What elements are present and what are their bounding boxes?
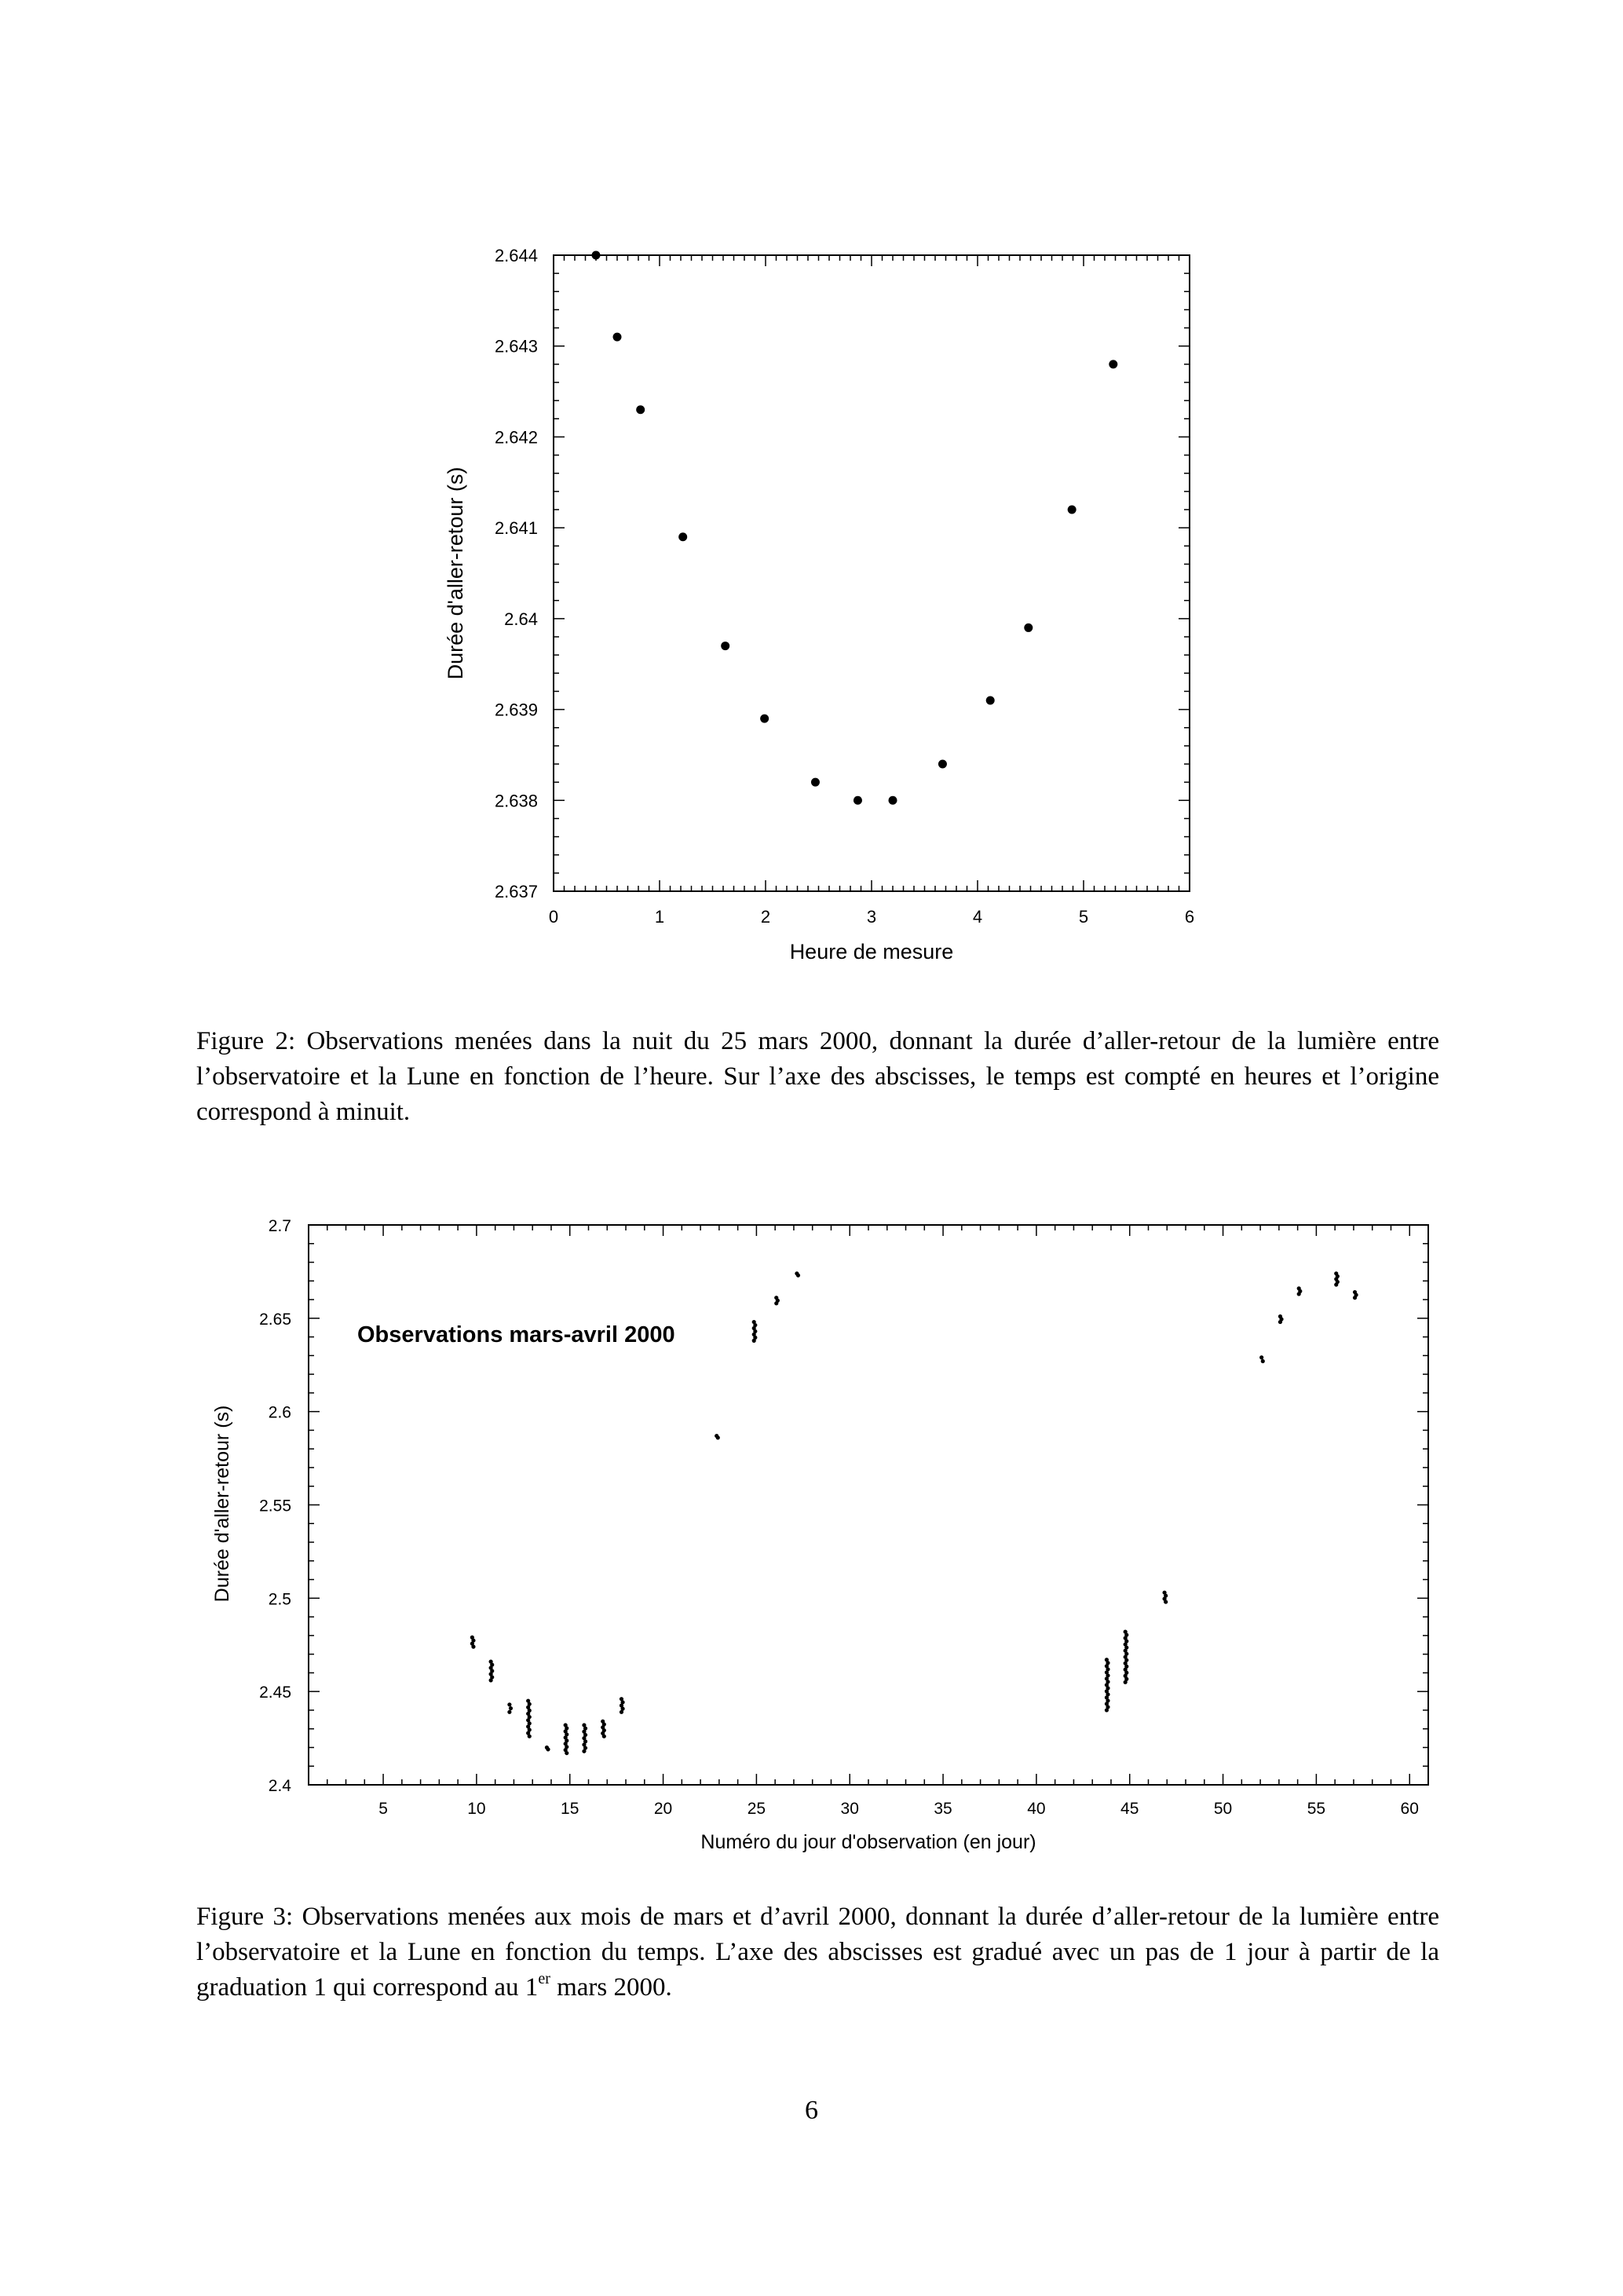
chart1-y-tick-label: 2.644 — [494, 246, 538, 265]
chart1-data-point — [592, 251, 601, 260]
page-number: 6 — [805, 2096, 818, 2125]
chart1-y-tick-labels — [495, 246, 538, 901]
chart2-x-tick-label: 15 — [561, 1800, 579, 1818]
figure-2-caption — [196, 1024, 1439, 1130]
chart1-y-axis-label: Durée d'aller-retour (s) — [444, 466, 467, 680]
chart2-plot-frame — [309, 1225, 1428, 1785]
chart2-data-point — [1164, 1600, 1168, 1603]
chart2-x-tick-label: 30 — [840, 1800, 859, 1818]
chart2-x-axis-label: Numéro du jour d'observation (en jour) — [700, 1831, 1036, 1853]
chart1-points — [592, 251, 1118, 805]
chart2-y-tick-label: 2.55 — [259, 1497, 291, 1515]
chart1-x-tick-label: 4 — [972, 907, 983, 927]
figure-3-caption-text-end: mars 2000. — [550, 1973, 672, 2002]
chart2-y-axis-label: Durée d'aller-retour (s) — [211, 1405, 233, 1603]
chart2-data-point — [471, 1645, 475, 1649]
chart2-data-point — [1105, 1708, 1109, 1712]
chart2-x-tick-label: 25 — [747, 1800, 766, 1818]
chart2-data-point — [1124, 1680, 1128, 1684]
chart1-y-tick-label: 2.637 — [494, 882, 538, 901]
chart2-ticks — [309, 1225, 1428, 1785]
chart2-data-point — [1261, 1359, 1265, 1363]
chart2-y-tick-label: 2.4 — [268, 1777, 291, 1795]
chart2-data-point — [507, 1702, 511, 1706]
chart1-data-point — [1068, 506, 1077, 514]
chart2-data-point — [1297, 1292, 1301, 1296]
figure-3-caption-label: Figure 3: — [196, 1903, 294, 1931]
chart1-x-tick-label: 0 — [548, 907, 559, 927]
chart2-data-point — [1334, 1282, 1338, 1286]
chart1-x-tick-label: 5 — [1078, 907, 1089, 927]
chart1-y-tick-label: 2.64 — [504, 609, 538, 629]
chart2-data-point — [509, 1706, 513, 1710]
chart2-data-point — [716, 1435, 720, 1439]
chart2-data-point — [489, 1678, 493, 1682]
chart1-data-point — [889, 796, 897, 805]
chart2-data-point — [1278, 1320, 1282, 1324]
chart2-data-point — [528, 1735, 532, 1738]
chart2-y-tick-label: 2.65 — [259, 1310, 291, 1329]
chart2-x-tick-label: 40 — [1027, 1800, 1046, 1818]
chart1-data-point — [986, 696, 995, 705]
chart2-y-tick-label: 2.5 — [268, 1590, 291, 1609]
chart2-y-tick-label: 2.7 — [268, 1217, 291, 1235]
chart1-data-point — [636, 405, 645, 414]
chart1-data-point — [678, 532, 687, 541]
chart2-x-tick-label: 20 — [653, 1800, 673, 1818]
chart2-data-point — [602, 1735, 606, 1738]
chart1-ticks — [554, 255, 1190, 891]
figure-3-caption-text: Observations menées aux mois de mars et d’avril 2000, donnant la durée d’aller-retour de la lumière entre l’observatoire et la Lune en fonction du temps. L’axe des abscisses est gradué avec un pas de 1 jour à partir de la graduation 1 qui correspond au 1 — [196, 1903, 1440, 2002]
chart2-data-point — [507, 1710, 511, 1714]
chart2-x-tick-label: 10 — [467, 1800, 486, 1818]
chart1-y-tick-label: 2.641 — [494, 518, 538, 539]
chart1-x-tick-label: 6 — [1184, 907, 1195, 927]
chart1-y-tick-label: 2.642 — [494, 427, 538, 448]
figure-2-chart — [0, 0, 1623, 989]
figure-3-caption — [196, 1899, 1439, 2005]
chart2-x-tick-label: 5 — [378, 1800, 388, 1818]
chart1-x-axis-label: Heure de mesure — [789, 940, 954, 963]
chart2-data-point — [752, 1339, 756, 1343]
chart2-data-point — [565, 1751, 568, 1755]
chart2-data-point — [1353, 1296, 1357, 1300]
chart1-data-point — [760, 715, 769, 723]
chart2-x-tick-label: 35 — [934, 1800, 952, 1818]
chart1-data-point — [1109, 360, 1117, 368]
figure-3-caption-superscript: er — [538, 1970, 550, 1987]
chart2-x-tick-label: 50 — [1213, 1800, 1233, 1818]
figure-3-chart — [0, 1178, 1623, 1885]
chart2-data-point — [796, 1274, 800, 1278]
chart1-data-point — [938, 760, 947, 769]
chart1-data-point — [613, 333, 622, 342]
chart2-title: Observations mars-avril 2000 — [357, 1322, 675, 1347]
chart1-plot-frame — [554, 255, 1190, 891]
chart1-y-tick-label: 2.638 — [494, 791, 538, 811]
chart2-x-tick-label: 55 — [1307, 1800, 1326, 1818]
chart1-data-point — [811, 778, 820, 787]
chart2-data-point — [546, 1747, 550, 1751]
chart1-x-tick-label: 3 — [866, 907, 877, 927]
chart2-data-point — [620, 1710, 623, 1714]
chart2-y-tick-label: 2.45 — [259, 1684, 291, 1702]
chart2-y-tick-label: 2.6 — [268, 1403, 291, 1422]
chart1-data-point — [721, 642, 729, 650]
chart2-data-point — [1259, 1355, 1263, 1359]
chart1-y-tick-label: 2.639 — [494, 700, 538, 720]
figure-2-caption-label: Figure 2: — [196, 1027, 296, 1055]
chart2-y-tick-labels — [259, 1217, 291, 1795]
chart2-x-tick-label: 60 — [1400, 1800, 1419, 1818]
figure-2-caption-text: Observations menées dans la nuit du 25 mars 2000, donnant la durée d’aller-retour de la lumière entre l’observatoire et la Lune en fonction de l’heure. Sur l’axe des abscisses, le temps est compté en heures et l’origine correspond à minuit. — [196, 1027, 1440, 1126]
chart1-data-point — [854, 796, 862, 805]
chart1-data-point — [1024, 623, 1033, 632]
chart2-data-point — [774, 1301, 778, 1305]
chart2-x-tick-label: 45 — [1120, 1800, 1139, 1818]
chart1-x-tick-labels — [549, 907, 1194, 927]
chart1-y-tick-label: 2.643 — [494, 336, 538, 356]
chart1-x-tick-label: 1 — [654, 907, 665, 927]
chart2-x-tick-labels — [378, 1800, 1419, 1818]
chart1-x-tick-label: 2 — [760, 907, 771, 927]
chart2-data-point — [582, 1749, 586, 1753]
